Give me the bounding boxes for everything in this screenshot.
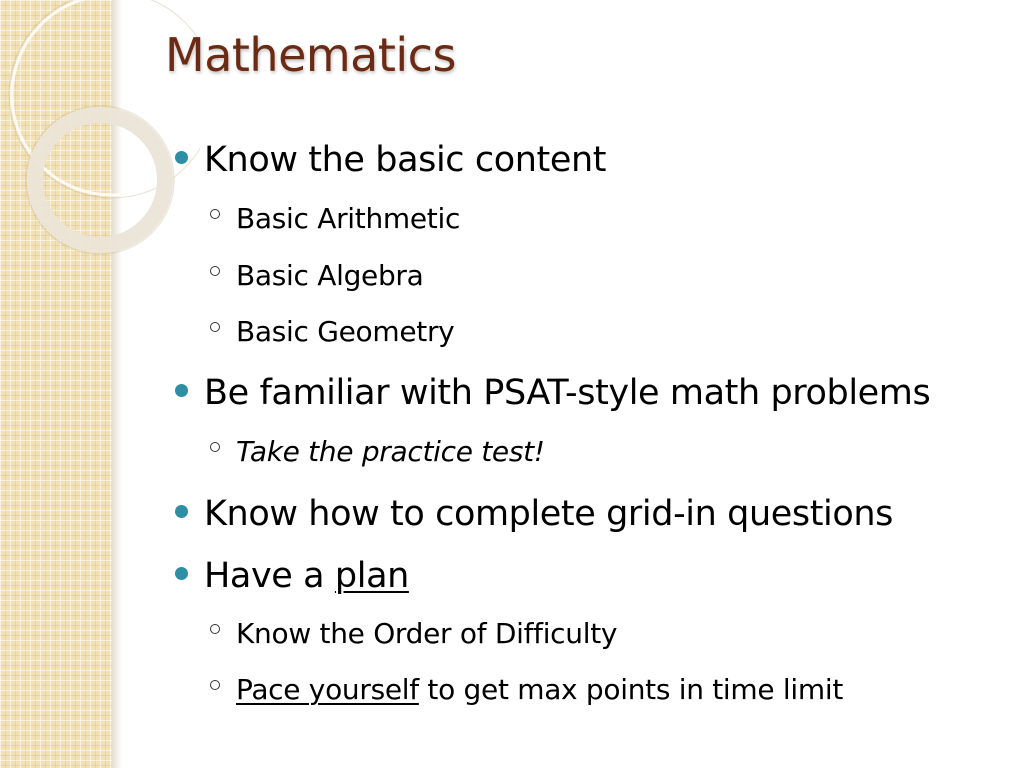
bullet-ring-icon [210,266,220,276]
sub-bullet-text-rest: to get max points in time limit [418,673,843,706]
sub-bullet-item [210,259,424,292]
sub-bullet-text: Basic Algebra [236,259,424,292]
bullet-text: Be familiar with PSAT-style math problems [204,373,931,413]
bullet-item [175,140,606,180]
slide-title: Mathematics [165,28,456,82]
bullet-text-underlined: plan [334,556,409,596]
bullet-text: Know how to complete grid-in questions [204,494,893,534]
sub-bullet-item [210,673,843,706]
sub-bullet-text: Basic Geometry [236,315,455,348]
bullet-dot-icon [175,505,188,518]
sub-bullet-item [210,315,454,348]
sub-bullet-text: Take the practice test! [236,435,545,468]
bullet-text-prefix: Have a [204,556,335,596]
bullet-item [175,373,930,413]
sub-bullet-item [210,435,545,468]
sub-bullet-item [210,202,460,235]
bullet-ring-icon [210,209,220,219]
bullet-ring-icon [210,624,220,634]
bullet-item [175,494,893,534]
sub-bullet-text: Know the Order of Difficulty [236,617,618,650]
bullet-ring-icon [210,322,220,332]
bullet-text: Know the basic content [204,140,607,180]
sub-bullet-item [210,617,617,650]
bullet-ring-icon [210,680,220,690]
bullet-dot-icon [175,567,188,580]
bullet-item [175,556,409,596]
bullet-ring-icon [210,442,220,452]
sub-bullet-text-underlined: Pace yourself [236,673,419,706]
bullet-dot-icon [175,151,188,164]
bullet-dot-icon [175,384,188,397]
sub-bullet-text: Basic Arithmetic [236,202,461,235]
